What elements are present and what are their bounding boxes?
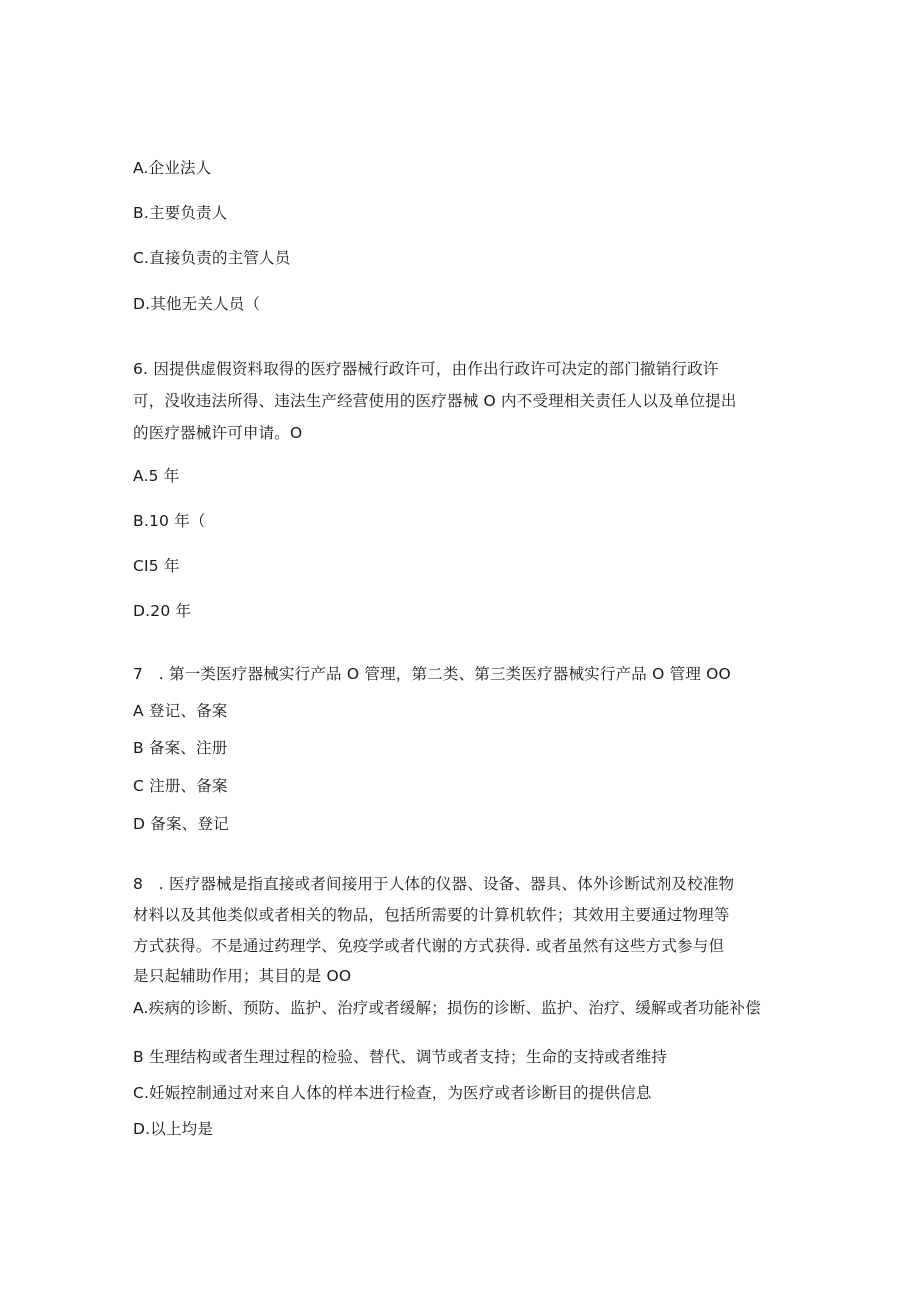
q6-option-b: B.10 年（ — [133, 512, 206, 530]
q8-option-a: A.疾病的诊断、预防、监护、治疗或者缓解；损伤的诊断、监护、治疗、缓解或者功能补偿 — [133, 999, 761, 1017]
q7-option-c: C 注册、备案 — [133, 777, 228, 795]
q8-stem-line-3: 方式获得。不是通过药理学、免疫学或者代谢的方式获得. 或者虽然有这些方式参与但 — [133, 937, 725, 955]
q8-option-c: C.妊娠控制通过对来自人体的样本进行检查，为医疗或者诊断目的提供信息 — [133, 1084, 652, 1102]
q5-option-a: A.企业法人 — [133, 159, 212, 177]
q6-stem-line-3: 的医疗器械许可申请。O — [133, 424, 303, 442]
q5-option-b: B.主要负责人 — [133, 204, 228, 222]
q6-option-d: D.20 年 — [133, 602, 192, 620]
q8-stem-line-2: 材料以及其他类似或者相关的物品，包括所需要的计算机软件；其效用主要通过物理等 — [133, 906, 730, 924]
q7-stem: 7 . 第一类医疗器械实行产品 O 管理，第二类、第三类医疗器械实行产品 O 管理 OO — [133, 665, 731, 683]
q7-option-a: A 登记、备案 — [133, 702, 228, 720]
q6-stem-line-1: 6. 因提供虚假资料取得的医疗器械行政许可，由作出行政许可决定的部门撤销行政许 — [133, 360, 719, 378]
q5-option-c: C.直接负责的主管人员 — [133, 249, 291, 267]
q8-option-b: B 生理结构或者生理过程的检验、替代、调节或者支持；生命的支持或者维持 — [133, 1048, 668, 1066]
q6-option-c: CI5 年 — [133, 557, 180, 575]
q5-option-d: D.其他无关人员（ — [133, 295, 261, 313]
q7-option-d: D 备案、登记 — [133, 815, 229, 833]
q8-option-d: D.以上均是 — [133, 1120, 214, 1138]
q8-stem-line-1: 8 . 医疗器械是指直接或者间接用于人体的仪器、设备、器具、体外诊断试剂及校准物 — [133, 875, 735, 893]
q8-stem-line-4: 是只起辅助作用；其目的是 OO — [133, 967, 352, 985]
q7-option-b: B 备案、注册 — [133, 739, 228, 757]
q6-option-a: A.5 年 — [133, 467, 180, 485]
q6-stem-line-2: 可，没收违法所得、违法生产经营使用的医疗器械 O 内不受理相关责任人以及单位提出 — [133, 392, 737, 410]
